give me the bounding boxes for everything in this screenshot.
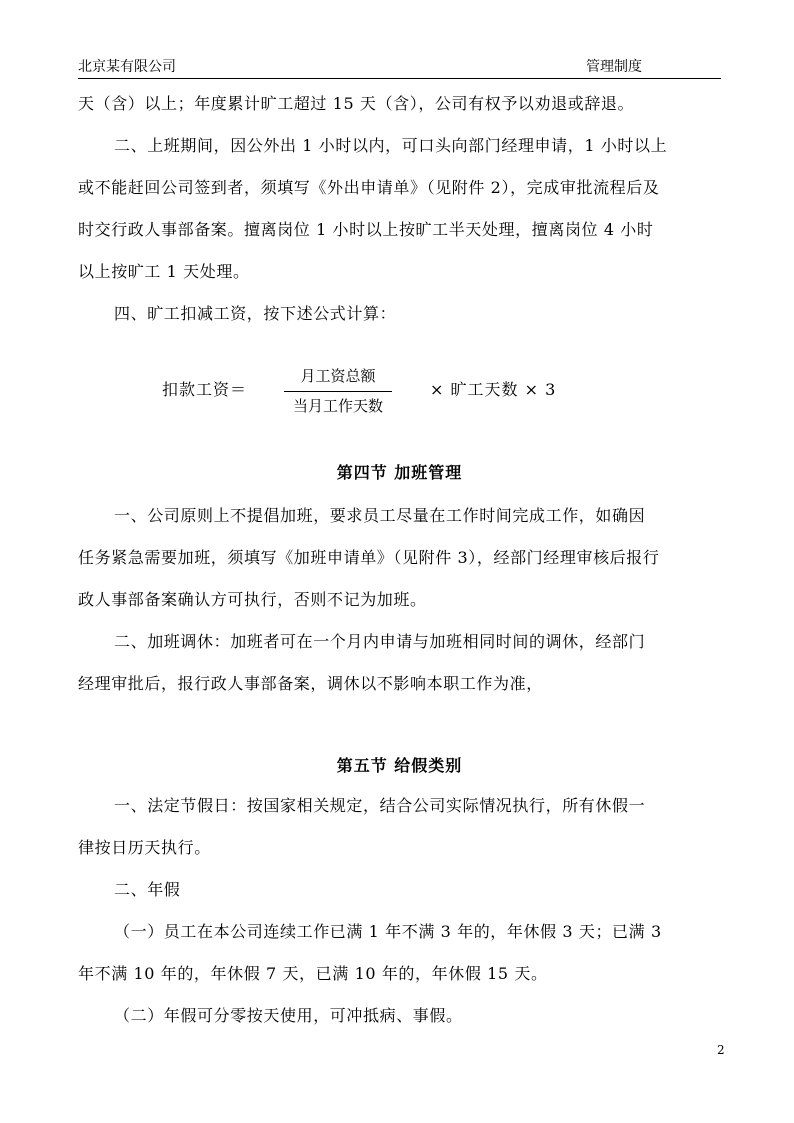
text-line: （一）员工在本公司连续工作已满 1 年不满 3 年的，年休假 3 天；已满 3: [114, 922, 662, 941]
formula-numerator: 月工资总额: [300, 367, 376, 385]
formula-rhs: × 旷工天数 × 3: [430, 380, 557, 399]
paragraph-overtime-compensation: [78, 621, 721, 705]
text-line: （二）年假可分零按天使用，可冲抵病、事假。: [114, 1006, 463, 1025]
section-leave-body: [78, 785, 721, 1037]
header-company-name: 北京某有限公司: [78, 59, 176, 75]
text-line: 以上按旷工 1 天处理。: [78, 262, 250, 281]
page-number: 2: [717, 1043, 725, 1057]
section-title-leave-types: 第五节 给假类别: [336, 756, 463, 775]
text-line: 政人事部备案确认方可执行，否则不记为加班。: [78, 590, 427, 609]
paragraph-deduction-rule: [78, 293, 721, 335]
formula-denominator: 当月工作天数: [292, 397, 383, 415]
formula-lhs: 扣款工资＝: [162, 380, 248, 399]
page-header: [78, 58, 721, 79]
text-line: 一、法定节假日：按国家相关规定，结合公司实际情况执行，所有休假一: [114, 796, 646, 815]
paragraph-overtime-policy: [78, 495, 721, 621]
text-line: 四、旷工扣减工资，按下述公式计算：: [114, 304, 397, 323]
text-line: 二、年假: [114, 880, 181, 899]
text-line: 时交行政人事部备案。擅离岗位 1 小时以上按旷工半天处理，擅离岗位 4 小时: [78, 220, 654, 239]
fraction-bar: [284, 391, 392, 392]
text-line: 二、加班调休：加班者可在一个月内申请与加班相同时间的调休，经部门: [114, 632, 646, 651]
section-overtime-body: [78, 495, 721, 705]
text-line: 天（含）以上；年度累计旷工超过 15 天（含），公司有权予以劝退或辞退。: [78, 94, 635, 113]
text-line: 或不能赶回公司签到者，须填写《外出申请单》（见附件 2），完成审批流程后及: [78, 178, 660, 197]
text-line: 年不满 10 年的，年休假 7 天，已满 10 年的，年休假 15 天。: [78, 964, 548, 983]
paragraph-annual-leave-heading: [78, 869, 721, 911]
paragraph-annual-leave-days: [78, 911, 721, 995]
text-line: 经理审批后，报行政人事部备案，调休以不影响本职工作为准，: [78, 674, 543, 693]
text-line: 律按日历天执行。: [78, 838, 211, 857]
text-line: 一、公司原则上不提倡加班，要求员工尽量在工作时间完成工作，如确因: [114, 506, 646, 525]
page-body-top: [78, 83, 721, 335]
header-document-category: 管理制度: [586, 59, 642, 75]
paragraph-going-out-rule: [78, 125, 721, 293]
text-line: 二、上班期间，因公外出 1 小时以内，可口头向部门经理申请，1 小时以上: [114, 136, 668, 155]
paragraph-absence-continued: [78, 83, 721, 125]
text-line: 任务紧急需要加班，须填写《加班申请单》（见附件 3），经部门经理审核后报行: [78, 548, 660, 567]
deduction-formula: [78, 364, 721, 420]
paragraph-public-holidays: [78, 785, 721, 869]
section-title-overtime: 第四节 加班管理: [336, 463, 463, 482]
paragraph-annual-leave-usage: [78, 995, 721, 1037]
formula-fraction: [284, 364, 392, 420]
